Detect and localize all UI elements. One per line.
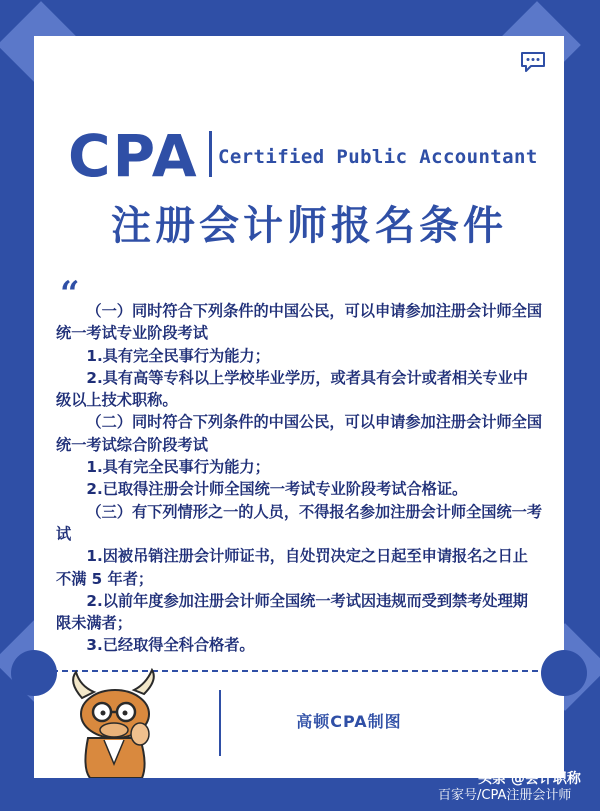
- paragraph: 1.具有完全民事行为能力；: [86, 346, 270, 365]
- quote-mark: “: [60, 274, 80, 314]
- paragraph: 1.因被吊销注册会计师证书，自处罚决定之日起至申请报名之日止不满 5 年者；: [56, 547, 528, 588]
- page-title: 注册会计师报名条件: [111, 203, 507, 249]
- card-notch-right: [541, 650, 587, 696]
- poster-card: [34, 36, 564, 778]
- paragraph: （二）同时符合下列条件的中国公民，可以申请参加注册会计师全国统一考试综合阶段考试: [56, 413, 543, 454]
- paragraph: （三）有下列情形之一的人员，不得报名参加注册会计师全国统一考试: [56, 502, 543, 543]
- card-notch-left: [11, 650, 57, 696]
- paragraph: 2.以前年度参加注册会计师全国统一考试因违规而受到禁考处理期限未满者；: [56, 591, 528, 633]
- paragraph: 2.已取得注册会计师全国统一考试专业阶段考试合格证。: [86, 480, 468, 499]
- watermark-baijiahao: 百家号/CPA注册会计师: [438, 788, 572, 803]
- credit-label: 高顿CPA制图: [296, 712, 402, 731]
- cpa-acronym: CPA: [68, 122, 199, 190]
- watermark-toutiao: 头条 @会计职称: [478, 771, 581, 787]
- paragraph: （一）同时符合下列条件的中国公民，可以申请参加注册会计师全国统一考试专业阶段考试: [56, 302, 543, 343]
- cpa-english-name: Certified Public Accountant: [218, 146, 538, 168]
- paragraph: 2.具有高等专科以上学校毕业学历，或者具有会计或者相关专业中级以上技术职称。: [56, 368, 528, 410]
- footer-divider: [219, 690, 221, 756]
- conditions-text: [56, 300, 542, 657]
- paragraph: 3.已经取得全科合格者。: [86, 636, 255, 655]
- mascot-character: [60, 668, 170, 778]
- chat-bubble-icon: [520, 51, 546, 73]
- paragraph: 1.具有完全民事行为能力；: [86, 458, 270, 477]
- title-divider: [209, 131, 212, 177]
